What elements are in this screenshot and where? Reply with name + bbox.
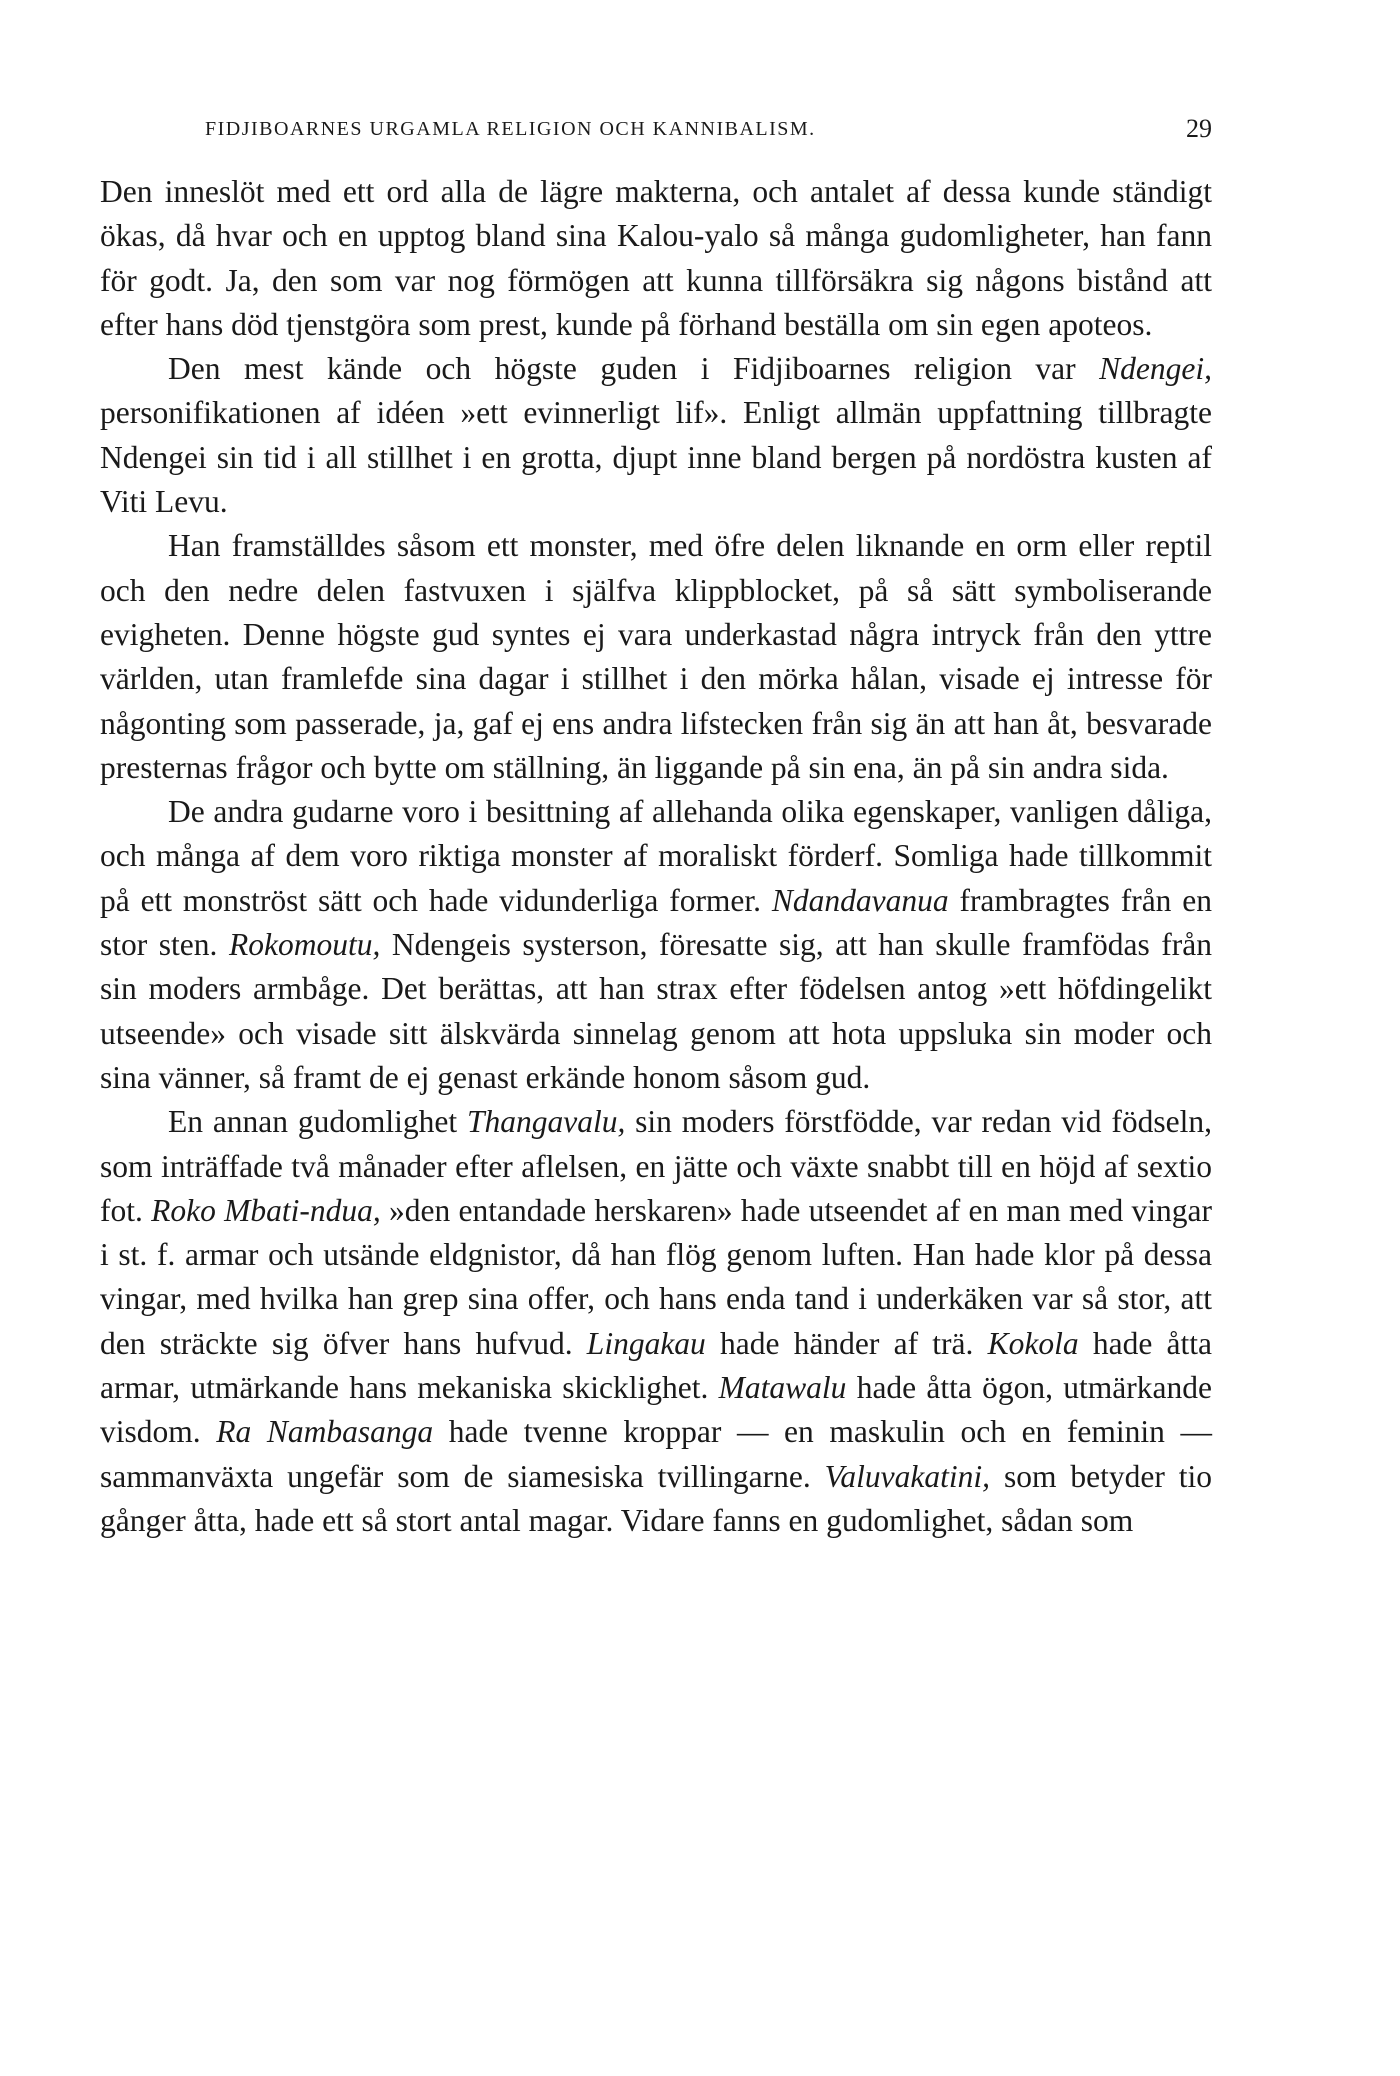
paragraph [100, 524, 1212, 790]
italic-name: Matawalu [718, 1370, 847, 1406]
italic-name: Lingakau [586, 1325, 706, 1361]
italic-name: Roko Mbati-ndua, [151, 1192, 381, 1228]
text-segment: En annan gudomlighet [168, 1104, 467, 1140]
text-segment: hade händer af trä. [705, 1325, 988, 1361]
paragraph [100, 790, 1212, 1100]
italic-name: Valuvakatini, [824, 1458, 991, 1494]
paragraph [100, 170, 1212, 347]
body-text [100, 170, 1212, 1543]
text-segment: som betyder tio gånger åtta, hade ett så stort antal magar. Vidare fanns en gudomlighet, sådan som [100, 1458, 1212, 1538]
italic-name: Ra Nambasanga [216, 1414, 434, 1450]
text-segment: frambragtes från en stor sten. [100, 882, 1212, 963]
italic-name: Kokola [987, 1325, 1079, 1361]
text-segment: Den inneslöt med ett ord alla de lägre makterna, och antalet af dessa kunde ständigt ökas, då hvar och en upptog bland sina Kalou-yalo så många gudomligheter, han fann för godt. Ja, den som var nog förmögen att kunna tillförsäkra sig någons bistånd att efter hans död tjenstgöra som prest, kunde på förhand beställa om sin egen apoteos. [100, 174, 1212, 342]
page-number: 29 [1186, 114, 1212, 143]
text-segment: hade åtta armar, utmärkande hans mekaniska skicklighet. [100, 1325, 1212, 1406]
text-segment: Han framställdes såsom ett monster, med öfre delen liknande en orm eller reptil och den nedre delen fastvuxen i själfva klippblocket, på så sätt symboliserande evigheten. Denne högste gud syntes ej vara underkastad några intryck från den yttre världen, utan framlefde sina dagar i stillhet i den mörka hålan, visade ej intresse för någonting som passerade, ja, gaf ej ens andra lifstecken från sig än att han åt, besvarade presternas frågor och bytte om ställning, än liggande på sin ena, än på sin andra sida. [100, 528, 1212, 785]
running-head [100, 112, 1212, 156]
text-segment: hade tvenne kroppar — en maskulin och en feminin — sammanväxta ungefär som de siamesiska tvillingarne. [100, 1414, 1212, 1494]
text-segment: sin moders förstfödde, var redan vid födseln, som inträffade två månader efter aflelsen, en jätte och växte snabbt till en höjd af sextio fot. [100, 1104, 1212, 1228]
paragraph [100, 1100, 1212, 1543]
italic-name: Thangavalu, [466, 1104, 626, 1140]
text-segment: »den entandade herskaren» hade utseendet af en man med vingar i st. f. armar och utsände eldgnistor, då han flög genom luften. Han hade klor på dessa vingar, med hvilka han grep sina offer, och hans enda tand i underkäken var så stor, att den sträckte sig öfver hans hufvud. [100, 1192, 1212, 1361]
paragraph [100, 347, 1212, 524]
text-segment: Den mest kände och högste guden i Fidjiboarnes religion var [168, 351, 1100, 387]
text-segment: De andra gudarne voro i besittning af allehanda olika egenskaper, vanligen dåliga, och många af dem voro riktiga monster af moraliskt förderf. Somliga hade tillkommit på ett monströst sätt och hade vidunderliga former. [100, 794, 1212, 918]
text-segment: hade åtta ögon, utmärkande visdom. [100, 1370, 1212, 1450]
italic-name: Ndengei, [1099, 351, 1212, 387]
book-page [100, 112, 1212, 1543]
italic-name: Ndandavanua [771, 882, 949, 918]
text-segment: Ndengeis systerson, föresatte sig, att han skulle framfödas från sin moders armbåge. Det berättas, att han strax efter födelsen antog »ett höfdingelikt utseende» och visade sitt älskvärda sinnelag genom att hota uppsluka sin moder och sina vänner, så framt de ej genast erkände honom såsom gud. [100, 927, 1213, 1095]
running-title: FIDJIBOARNES URGAMLA RELIGION OCH KANNIBALISM. [205, 118, 816, 140]
text-segment: personifikationen af idéen »ett evinnerligt lif». Enligt allmän uppfattning tillbragte Ndengei sin tid i all stillhet i en grotta, djupt inne bland bergen på nordöstra kusten af Viti Levu. [100, 395, 1212, 520]
italic-name: Rokomoutu, [228, 927, 381, 963]
